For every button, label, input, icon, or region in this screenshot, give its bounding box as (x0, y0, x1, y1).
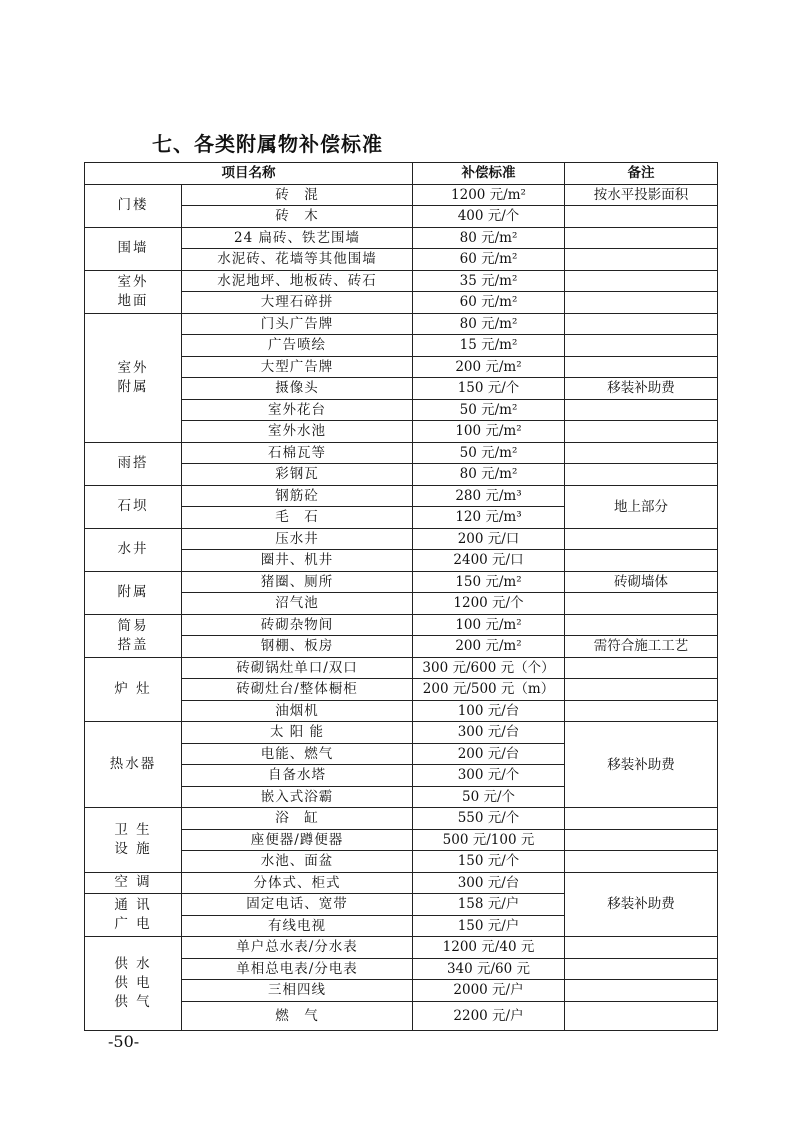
price-cell: 150 元/m² (413, 571, 565, 593)
price-cell: 1200 元/40 元 (413, 937, 565, 959)
header-standard: 补偿标准 (413, 163, 565, 185)
item-name-cell: 自备水塔 (182, 765, 413, 787)
item-name-cell: 砖 木 (182, 206, 413, 228)
price-cell: 400 元/个 (413, 206, 565, 228)
item-name-cell: 太 阳 能 (182, 722, 413, 744)
price-cell: 200 元/500 元（m） (413, 679, 565, 701)
price-cell: 158 元/户 (413, 894, 565, 916)
category-cell: 供 水 供 电 供 气 (85, 937, 182, 1031)
item-name-cell: 压水井 (182, 528, 413, 550)
table-header-row (85, 163, 718, 185)
category-cell: 热水器 (85, 722, 182, 808)
price-cell: 550 元/个 (413, 808, 565, 830)
item-name-cell: 24 扁砖、铁艺围墙 (182, 227, 413, 249)
note-cell (565, 442, 718, 464)
item-name-cell: 彩钢瓦 (182, 464, 413, 486)
page-number: -50- (108, 1032, 140, 1051)
note-cell (565, 206, 718, 228)
note-cell: 按水平投影面积 (565, 184, 718, 206)
price-cell: 200 元/m² (413, 356, 565, 378)
price-cell: 15 元/m² (413, 335, 565, 357)
price-cell: 150 元/户 (413, 915, 565, 937)
item-name-cell: 室外水池 (182, 421, 413, 443)
table-row (85, 227, 718, 249)
note-cell (565, 313, 718, 335)
item-name-cell: 摄像头 (182, 378, 413, 400)
note-cell (565, 937, 718, 959)
item-name-cell: 砖 混 (182, 184, 413, 206)
price-cell: 150 元/个 (413, 378, 565, 400)
price-cell: 300 元/台 (413, 722, 565, 744)
compensation-table (84, 162, 718, 1031)
note-cell (565, 335, 718, 357)
item-name-cell: 分体式、柜式 (182, 872, 413, 894)
item-name-cell: 水池、面盆 (182, 851, 413, 873)
note-cell (565, 593, 718, 615)
category-cell: 水井 (85, 528, 182, 571)
category-cell: 门楼 (85, 184, 182, 227)
table-row (85, 184, 718, 206)
price-cell: 80 元/m² (413, 313, 565, 335)
price-cell: 200 元/台 (413, 743, 565, 765)
price-cell: 300 元/个 (413, 765, 565, 787)
item-name-cell: 砖砌灶台/整体橱柜 (182, 679, 413, 701)
item-name-cell: 大型广告牌 (182, 356, 413, 378)
category-cell: 通 讯 广 电 (85, 894, 182, 937)
price-cell: 500 元/100 元 (413, 829, 565, 851)
item-name-cell: 油烟机 (182, 700, 413, 722)
price-cell: 200 元/口 (413, 528, 565, 550)
note-cell: 需符合施工工艺 (565, 636, 718, 658)
price-cell: 150 元/个 (413, 851, 565, 873)
category-cell: 围墙 (85, 227, 182, 270)
item-name-cell: 石棉瓦等 (182, 442, 413, 464)
item-name-cell: 电能、燃气 (182, 743, 413, 765)
item-name-cell: 燃 气 (182, 1001, 413, 1030)
note-cell: 移装补助费 (565, 378, 718, 400)
note-cell (565, 808, 718, 830)
item-name-cell: 广告喷绘 (182, 335, 413, 357)
note-cell (565, 399, 718, 421)
price-cell: 1200 元/个 (413, 593, 565, 615)
price-cell: 50 元/m² (413, 399, 565, 421)
note-cell (565, 1001, 718, 1030)
price-cell: 35 元/m² (413, 270, 565, 292)
category-cell: 空 调 (85, 872, 182, 894)
price-cell: 100 元/m² (413, 421, 565, 443)
price-cell: 100 元/m² (413, 614, 565, 636)
note-cell (565, 292, 718, 314)
note-cell (565, 550, 718, 572)
price-cell: 50 元/m² (413, 442, 565, 464)
item-name-cell: 钢筋砼 (182, 485, 413, 507)
table-row (85, 808, 718, 830)
note-cell (565, 421, 718, 443)
table-row (85, 657, 718, 679)
item-name-cell: 钢棚、板房 (182, 636, 413, 658)
table-row (85, 614, 718, 636)
price-cell: 60 元/m² (413, 292, 565, 314)
price-cell: 2200 元/户 (413, 1001, 565, 1030)
note-cell (565, 679, 718, 701)
item-name-cell: 嵌入式浴霸 (182, 786, 413, 808)
price-cell: 100 元/台 (413, 700, 565, 722)
note-cell (565, 829, 718, 851)
note-cell (565, 614, 718, 636)
item-name-cell: 门头广告牌 (182, 313, 413, 335)
item-name-cell: 座便器/蹲便器 (182, 829, 413, 851)
header-item-name: 项目名称 (85, 163, 413, 185)
note-cell (565, 356, 718, 378)
category-cell: 炉 灶 (85, 657, 182, 722)
note-cell (565, 980, 718, 1002)
table-row (85, 528, 718, 550)
note-cell (565, 851, 718, 873)
category-cell: 附属 (85, 571, 182, 614)
category-cell: 室外 附属 (85, 313, 182, 442)
header-note: 备注 (565, 163, 718, 185)
table-row (85, 270, 718, 292)
page-title: 七、各类附属物补偿标准 (152, 132, 383, 156)
item-name-cell: 圈井、机井 (182, 550, 413, 572)
note-cell (565, 528, 718, 550)
table-row (85, 722, 718, 744)
price-cell: 1200 元/m² (413, 184, 565, 206)
item-name-cell: 固定电话、宽带 (182, 894, 413, 916)
item-name-cell: 单相总电表/分电表 (182, 958, 413, 980)
category-cell: 石坝 (85, 485, 182, 528)
note-cell (565, 270, 718, 292)
table-row (85, 442, 718, 464)
item-name-cell: 大理石碎拼 (182, 292, 413, 314)
table-body (85, 184, 718, 1030)
table-row (85, 872, 718, 894)
table-row (85, 571, 718, 593)
note-cell (565, 958, 718, 980)
price-cell: 80 元/m² (413, 464, 565, 486)
item-name-cell: 有线电视 (182, 915, 413, 937)
item-name-cell: 沼气池 (182, 593, 413, 615)
category-cell: 雨搭 (85, 442, 182, 485)
note-cell (565, 464, 718, 486)
note-cell (565, 657, 718, 679)
item-name-cell: 砖砌锅灶单口/双口 (182, 657, 413, 679)
category-cell: 卫 生 设 施 (85, 808, 182, 873)
note-cell (565, 227, 718, 249)
price-cell: 300 元/600 元（个） (413, 657, 565, 679)
category-cell: 室外 地面 (85, 270, 182, 313)
note-cell: 移装补助费 (565, 722, 718, 808)
item-name-cell: 水泥地坪、地板砖、砖石 (182, 270, 413, 292)
price-cell: 2000 元/户 (413, 980, 565, 1002)
table-row (85, 485, 718, 507)
note-cell (565, 249, 718, 271)
table-row (85, 937, 718, 959)
price-cell: 200 元/m² (413, 636, 565, 658)
note-cell: 移装补助费 (565, 872, 718, 937)
item-name-cell: 砖砌杂物间 (182, 614, 413, 636)
price-cell: 50 元/个 (413, 786, 565, 808)
item-name-cell: 三相四线 (182, 980, 413, 1002)
note-cell: 砖砌墙体 (565, 571, 718, 593)
item-name-cell: 毛 石 (182, 507, 413, 529)
price-cell: 60 元/m² (413, 249, 565, 271)
item-name-cell: 单户总水表/分水表 (182, 937, 413, 959)
category-cell: 简易 搭盖 (85, 614, 182, 657)
item-name-cell: 水泥砖、花墙等其他围墙 (182, 249, 413, 271)
note-cell (565, 700, 718, 722)
price-cell: 80 元/m² (413, 227, 565, 249)
price-cell: 120 元/m³ (413, 507, 565, 529)
item-name-cell: 猪圈、厕所 (182, 571, 413, 593)
note-cell: 地上部分 (565, 485, 718, 528)
item-name-cell: 室外花台 (182, 399, 413, 421)
price-cell: 2400 元/口 (413, 550, 565, 572)
price-cell: 340 元/60 元 (413, 958, 565, 980)
price-cell: 300 元/台 (413, 872, 565, 894)
table-row (85, 313, 718, 335)
item-name-cell: 浴 缸 (182, 808, 413, 830)
price-cell: 280 元/m³ (413, 485, 565, 507)
